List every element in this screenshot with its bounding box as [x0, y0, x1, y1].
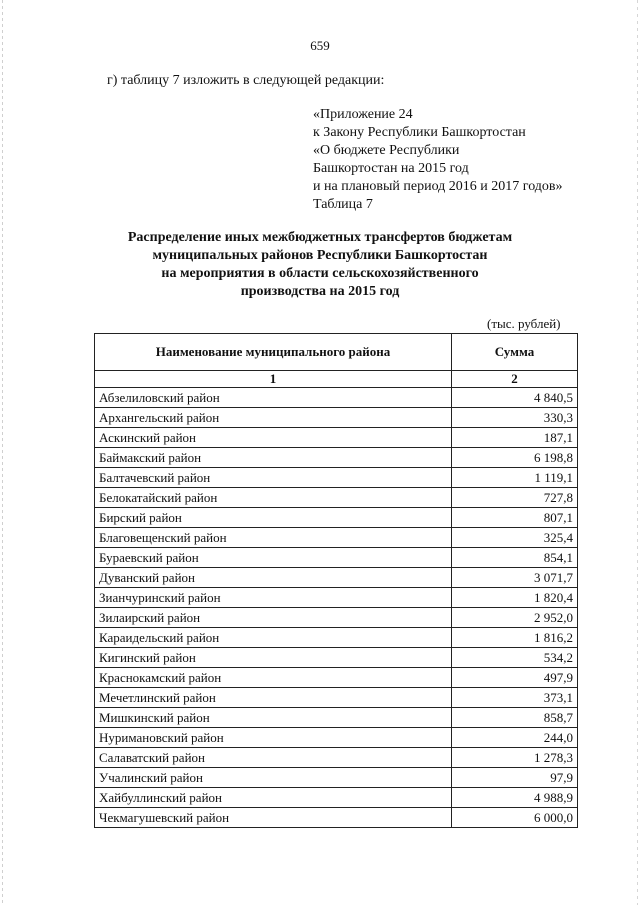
header-sum: Сумма [452, 334, 578, 371]
units-label: (тыс. рублей) [487, 316, 561, 331]
title-line: муниципальных районов Республики Башкортостан [152, 248, 488, 263]
district-name-cell: Краснокамский район [95, 668, 452, 688]
district-name-cell: Балтачевский район [95, 468, 452, 488]
district-name-cell: Баймакский район [95, 448, 452, 468]
amount-cell: 6 198,8 [452, 448, 578, 468]
district-name-cell: Бураевский район [95, 548, 452, 568]
district-name-cell: Бирский район [95, 508, 452, 528]
table-row [95, 448, 578, 468]
table-row [95, 488, 578, 508]
amount-cell: 4 988,9 [452, 788, 578, 808]
appendix-line: «Приложение 24 [313, 107, 413, 122]
amount-cell: 497,9 [452, 668, 578, 688]
amount-cell: 1 119,1 [452, 468, 578, 488]
appendix-line: «О бюджете Республики [313, 143, 460, 158]
amount-cell: 325,4 [452, 528, 578, 548]
column-number: 2 [452, 371, 578, 388]
amount-cell: 3 071,7 [452, 568, 578, 588]
scan-edge-right [637, 0, 638, 905]
amount-cell: 97,9 [452, 768, 578, 788]
amount-cell: 187,1 [452, 428, 578, 448]
table-row [95, 548, 578, 568]
table-row [95, 748, 578, 768]
table-row [95, 608, 578, 628]
amount-cell: 727,8 [452, 488, 578, 508]
table-row [95, 528, 578, 548]
amount-cell: 330,3 [452, 408, 578, 428]
table-row [95, 588, 578, 608]
appendix-line: Таблица 7 [313, 197, 373, 212]
transfers-table [94, 333, 578, 828]
district-name-cell: Мечетлинский район [95, 688, 452, 708]
table-row [95, 408, 578, 428]
table-header-row [95, 334, 578, 371]
table-row [95, 568, 578, 588]
district-name-cell: Кигинский район [95, 648, 452, 668]
appendix-line: и на плановый период 2016 и 2017 годов» [313, 179, 563, 194]
amount-cell: 6 000,0 [452, 808, 578, 828]
district-name-cell: Караидельский район [95, 628, 452, 648]
table-row [95, 688, 578, 708]
table-row [95, 648, 578, 668]
table-row [95, 768, 578, 788]
amount-cell: 244,0 [452, 728, 578, 748]
table-row [95, 668, 578, 688]
instruction-text: г) таблицу 7 изложить в следующей редакции: [107, 73, 385, 88]
table-row [95, 788, 578, 808]
amount-cell: 4 840,5 [452, 388, 578, 408]
table-row [95, 468, 578, 488]
district-name-cell: Благовещенский район [95, 528, 452, 548]
district-name-cell: Нуримановский район [95, 728, 452, 748]
district-name-cell: Чекмагушевский район [95, 808, 452, 828]
page-number: 659 [310, 38, 330, 53]
district-name-cell: Аскинский район [95, 428, 452, 448]
district-name-cell: Мишкинский район [95, 708, 452, 728]
district-name-cell: Абзелиловский район [95, 388, 452, 408]
table-row [95, 728, 578, 748]
appendix-line: к Закону Республики Башкортостан [313, 125, 526, 140]
appendix-line: Башкортостан на 2015 год [313, 161, 469, 176]
district-name-cell: Хайбуллинский район [95, 788, 452, 808]
column-number-row [95, 371, 578, 388]
appendix-header [313, 106, 563, 214]
table-row [95, 628, 578, 648]
amount-cell: 534,2 [452, 648, 578, 668]
table-row [95, 388, 578, 408]
table-row [95, 508, 578, 528]
amount-cell: 1 278,3 [452, 748, 578, 768]
district-name-cell: Белокатайский район [95, 488, 452, 508]
title-line: на мероприятия в области сельскохозяйственного [161, 266, 479, 281]
district-name-cell: Зианчуринский район [95, 588, 452, 608]
amount-cell: 1 816,2 [452, 628, 578, 648]
amount-cell: 2 952,0 [452, 608, 578, 628]
district-name-cell: Архангельский район [95, 408, 452, 428]
amount-cell: 807,1 [452, 508, 578, 528]
table-row [95, 808, 578, 828]
table-row [95, 428, 578, 448]
table-row [95, 708, 578, 728]
district-name-cell: Дуванский район [95, 568, 452, 588]
header-district-name: Наименование муниципального района [95, 334, 452, 371]
document-title [80, 229, 560, 301]
amount-cell: 373,1 [452, 688, 578, 708]
title-line: Распределение иных межбюджетных трансфертов бюджетам [127, 230, 513, 245]
district-name-cell: Зилаирский район [95, 608, 452, 628]
amount-cell: 858,7 [452, 708, 578, 728]
amount-cell: 854,1 [452, 548, 578, 568]
district-name-cell: Учалинский район [95, 768, 452, 788]
scan-edge-left [2, 0, 3, 905]
title-line: производства на 2015 год [240, 284, 400, 299]
district-name-cell: Салаватский район [95, 748, 452, 768]
column-number: 1 [95, 371, 452, 388]
amount-cell: 1 820,4 [452, 588, 578, 608]
